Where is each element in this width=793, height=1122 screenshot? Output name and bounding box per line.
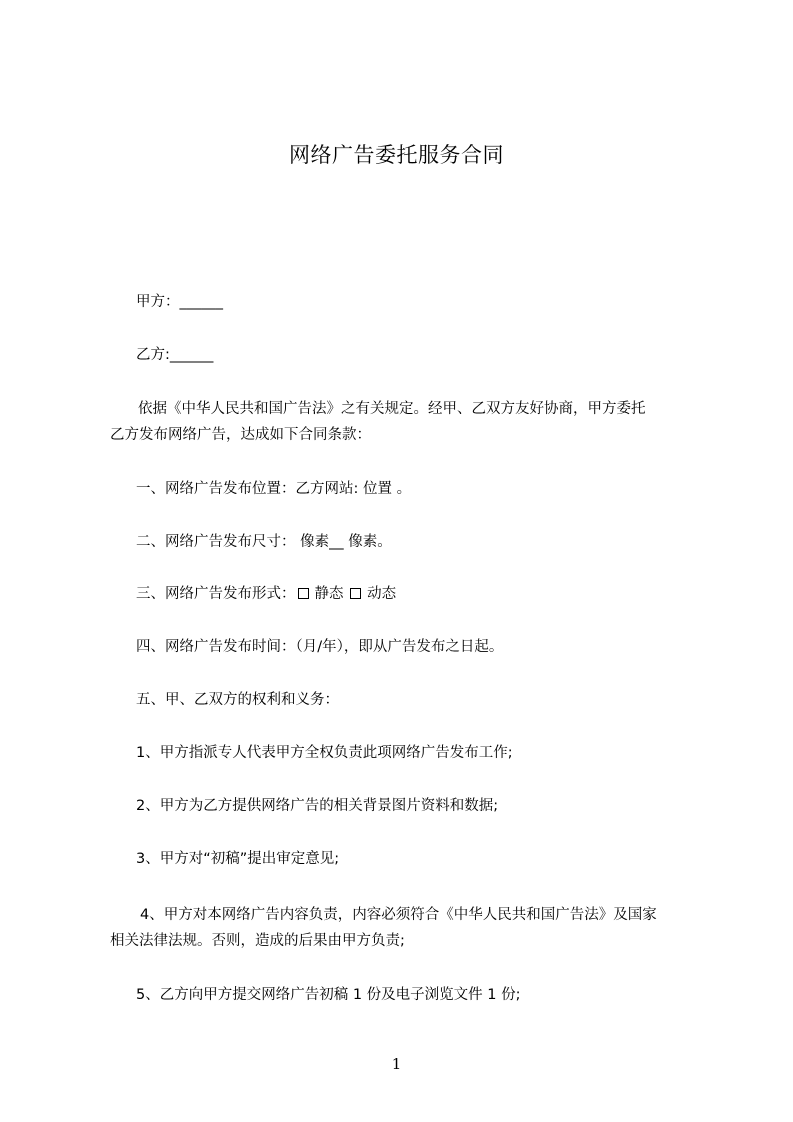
clause-1: 一、网络广告发布位置：乙方网站: 位置 。: [136, 481, 412, 497]
preamble-line-1: 依据《中华人民共和国广告法》之有关规定。经甲、乙双方友好协商，甲方委托: [138, 401, 646, 417]
page-number: 1: [391, 1055, 402, 1073]
clause-2: 二、网络广告发布尺寸： 像素__ 像素。: [136, 534, 392, 550]
party-a-line: 甲方：______: [136, 294, 223, 310]
checkbox-static[interactable]: [298, 588, 309, 599]
checkbox-dynamic[interactable]: [350, 588, 361, 599]
clause-3: [110, 581, 736, 607]
clause-3-label: 三、网络广告发布形式：: [136, 586, 296, 602]
party-b-line: 乙方:______: [136, 347, 214, 363]
clause-4: 四、网络广告发布时间：（月/年），即从广告发布之日起。: [136, 639, 504, 655]
item-1: 1、甲方指派专人代表甲方全权负责此项网络广告发布工作;: [136, 745, 513, 761]
item-4-line-1: 4、甲方对本网络广告内容负责，内容必须符合《中华人民共和国广告法》及国家: [140, 907, 657, 923]
document-title: 网络广告委托服务合同: [289, 143, 504, 167]
item-3: 3、甲方对“初稿”提出审定意见;: [136, 851, 340, 867]
option-dynamic-label: 动态: [367, 586, 397, 602]
option-static-label: 静态: [314, 586, 344, 602]
item-4-paragraph: [110, 902, 710, 954]
item-2: 2、甲方为乙方提供网络广告的相关背景图片资料和数据;: [136, 798, 499, 814]
clause-5: 五、甲、乙双方的权利和义务：: [136, 692, 339, 708]
preamble-paragraph: [110, 396, 710, 448]
item-4-line-2: 相关法律法规。否则，造成的后果由甲方负责;: [110, 933, 405, 949]
preamble-line-2: 乙方发布网络广告，达成如下合同条款：: [110, 427, 371, 443]
item-5: 5、乙方向甲方提交网络广告初稿 1 份及电子浏览文件 1 份;: [136, 987, 521, 1003]
